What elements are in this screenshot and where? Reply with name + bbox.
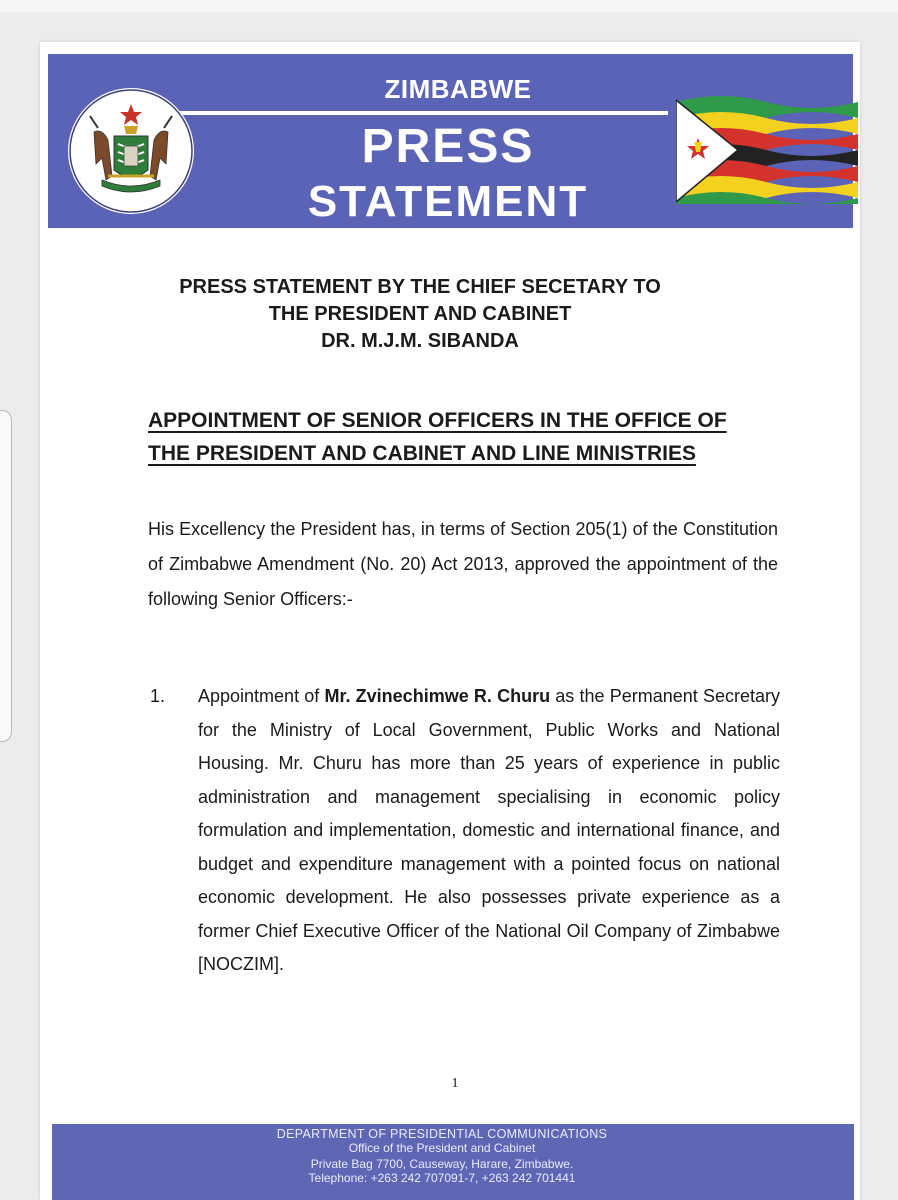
footer-department: DEPARTMENT OF PRESIDENTIAL COMMUNICATIONS xyxy=(276,1127,608,1141)
footer-address: Private Bag 7700, Causeway, Harare, Zimbabwe. xyxy=(310,1157,574,1171)
appointee-name: Mr. Zvinechimwe R. Churu xyxy=(324,686,551,706)
zimbabwe-flag-icon xyxy=(676,94,858,204)
list-item-number: 1. xyxy=(150,686,166,706)
scroll-handle[interactable] xyxy=(0,410,12,742)
subject-line-2: THE PRESIDENT AND CABINET AND LINE MINISTRIES xyxy=(148,442,696,465)
intro-paragraph: His Excellency the President has, in terms of Section 205(1) of the Constitution of Zimbabwe Amendment (No. 20) Act 2013, approved the appointment of the following Senior Officers:- xyxy=(148,519,778,609)
statement-title: STATEMENT xyxy=(307,177,589,226)
list-item-text: as the Permanent Secretary for the Ministry of Local Government, Public Works and National Housing. Mr. Churu has more than 25 years of experience in public administration and management specialising in economic policy formulation and implementation, domestic and international finance, and budget and expenditure management with a pointed focus on national economic development. He also possesses private experience as a former Chief Executive Officer of the National Oil Company of Zimbabwe [NOCZIM]. xyxy=(198,686,780,974)
subject-heading xyxy=(148,404,788,470)
heading-line-1: PRESS STATEMENT BY THE CHIEF SECETARY TO xyxy=(179,276,661,298)
heading-line-2: THE PRESIDENT AND CABINET xyxy=(268,303,572,325)
header-divider xyxy=(168,111,668,115)
header-banner xyxy=(48,54,853,228)
footer-office: Office of the President and Cabinet xyxy=(348,1140,536,1155)
top-strip xyxy=(0,0,898,12)
list-item-lead: Appointment of xyxy=(198,686,325,706)
subject-line-1: APPOINTMENT OF SENIOR OFFICERS IN THE OFFICE OF xyxy=(148,409,727,432)
page-number: 1 xyxy=(451,1076,459,1091)
footer-banner xyxy=(52,1124,854,1200)
list-item-body xyxy=(198,680,780,982)
heading-line-3: DR. M.J.M. SIBANDA xyxy=(321,330,519,352)
document-page xyxy=(40,42,860,1200)
press-title: PRESS xyxy=(361,120,535,173)
footer-telephone: Telephone: +263 242 707091-7, +263 242 701441 xyxy=(308,1170,576,1185)
coat-of-arms-icon xyxy=(68,88,194,214)
footer-text xyxy=(252,1128,632,1185)
country-title: ZIMBABWE xyxy=(384,74,532,104)
document-heading xyxy=(140,274,700,355)
